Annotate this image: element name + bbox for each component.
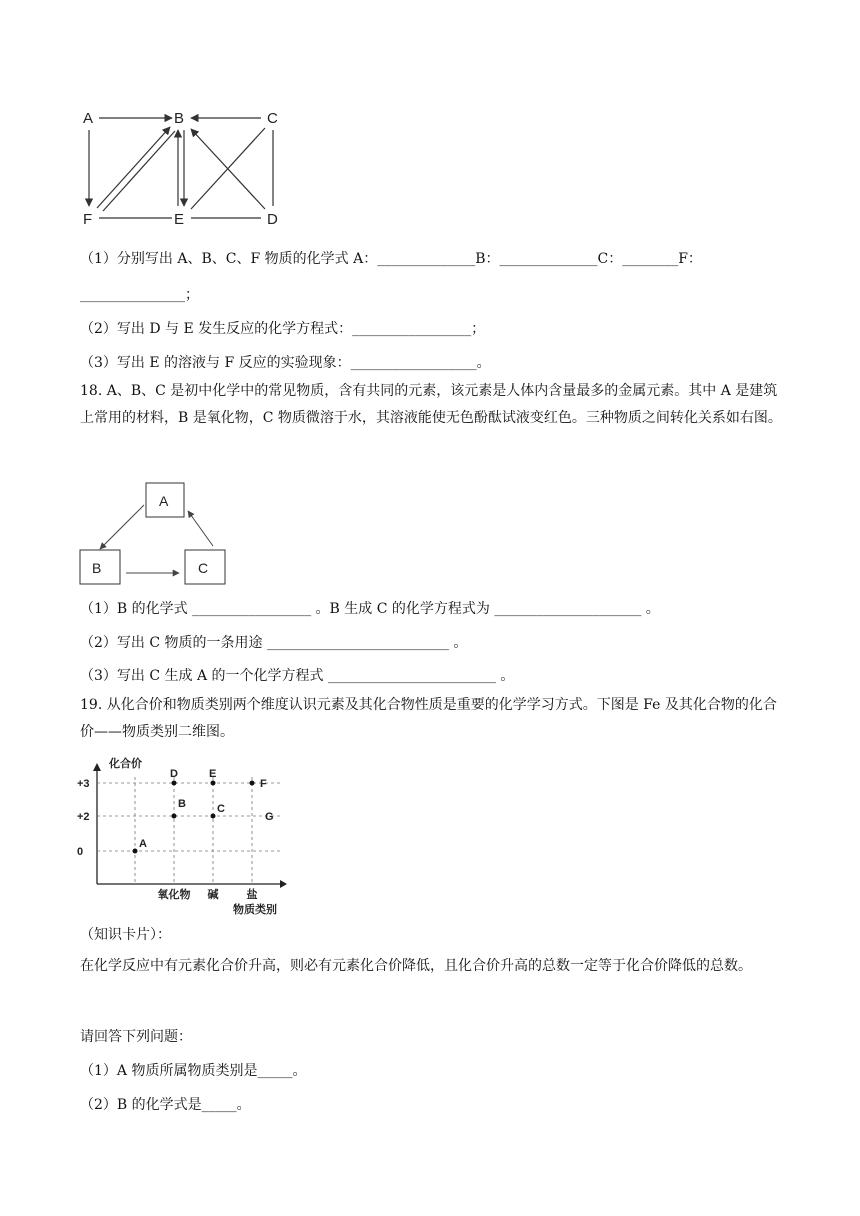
q17-part1-line1: （1）分别写出 A、B、C、F 物质的化学式 A：______________B：______________C：________F： [80, 251, 702, 267]
box-c-label: C [198, 560, 209, 576]
arrow-c-to-a [188, 511, 213, 546]
node-b: B [174, 110, 185, 127]
point-e [211, 781, 216, 786]
q19-card-text: 在化学反应中有元素化合价升高，则必有元素化合价降低，且化合价升高的总数一定等于化合价降低的总数。 [80, 958, 752, 974]
q17-part3: （3）写出 E 的溶液与 F 反应的实验现象：__________________。 [80, 355, 491, 371]
y-tick-label: +2 [77, 811, 90, 823]
node-f: F [83, 211, 93, 225]
y-tick-label: 0 [77, 846, 84, 858]
x-axis-label: 物质类别 [233, 904, 277, 915]
abc-cycle-diagram [78, 482, 238, 592]
q17-part2: （2）写出 D 与 E 发生反应的化学方程式：_________________； [80, 321, 486, 337]
y-axis-label: 化合价 [109, 758, 142, 770]
node-e: E [174, 211, 185, 225]
q18-part3: （3）写出 C 生成 A 的一个化学方程式 ________________________ 。 [80, 668, 515, 684]
point-label-b: B [178, 798, 186, 810]
point-label-g: G [265, 811, 274, 823]
valence-category-chart [75, 755, 295, 915]
relationship-diagram [75, 105, 305, 225]
q19-part1: （1）A 物质所属物质类别是_____。 [80, 1063, 307, 1079]
q18-part1: （1）B 的化学式 _________________ 。B 生成 C 的化学方程式为 _____________________ 。 [80, 601, 660, 617]
point-label-a: A [139, 838, 147, 850]
point-label-c: C [217, 803, 225, 815]
node-c: C [267, 110, 278, 127]
q18-stem: 18. A、B、C 是初中化学中的常见物质，含有共同的元素，该元素是人体内含量最多的金属元素。其中 A 是建筑上常用的材料，B 是氧化物，C 物质微溶于水，其溶液能使无色酚酞试液变红色。三种物质之间转化关系如右图。 [80, 383, 782, 427]
box-b-label: B [92, 560, 102, 576]
y-axis-arrow [93, 763, 101, 771]
box-a-label: A [159, 493, 169, 509]
point-d [172, 781, 177, 786]
q17-part1-line2: _______________； [80, 287, 199, 303]
point-label-f: F [260, 778, 267, 790]
point-a [133, 849, 138, 854]
point-c [211, 814, 216, 819]
x-tick-label: 盐 [246, 889, 258, 901]
node-d: D [267, 211, 278, 225]
q19-prompt: 请回答下列问题： [80, 1029, 192, 1045]
point-label-e: E [209, 768, 217, 780]
arrow-f-to-b-2 [103, 131, 175, 211]
q19-part2: （2）B 的化学式是_____。 [80, 1097, 251, 1113]
y-tick-label: +3 [77, 778, 90, 790]
arrow-a-to-b [100, 505, 144, 549]
q19-stem: 19. 从化合价和物质类别两个维度认识元素及其化合物性质是重要的化学学习方式。下图是 Fe 及其化合物的化合价——物质类别二维图。 [80, 697, 777, 741]
arrow-f-to-b-1 [97, 127, 170, 208]
point-f [250, 781, 255, 786]
x-axis-arrow [280, 880, 287, 888]
point-label-d: D [170, 768, 178, 780]
node-a: A [83, 110, 94, 127]
q19-card-title: （知识卡片）： [80, 927, 171, 943]
q18-part2: （2）写出 C 物质的一条用途 __________________________ 。 [80, 635, 468, 651]
x-tick-label: 碱 [207, 889, 219, 901]
point-b [172, 814, 177, 819]
x-tick-label: 氧化物 [157, 889, 191, 901]
